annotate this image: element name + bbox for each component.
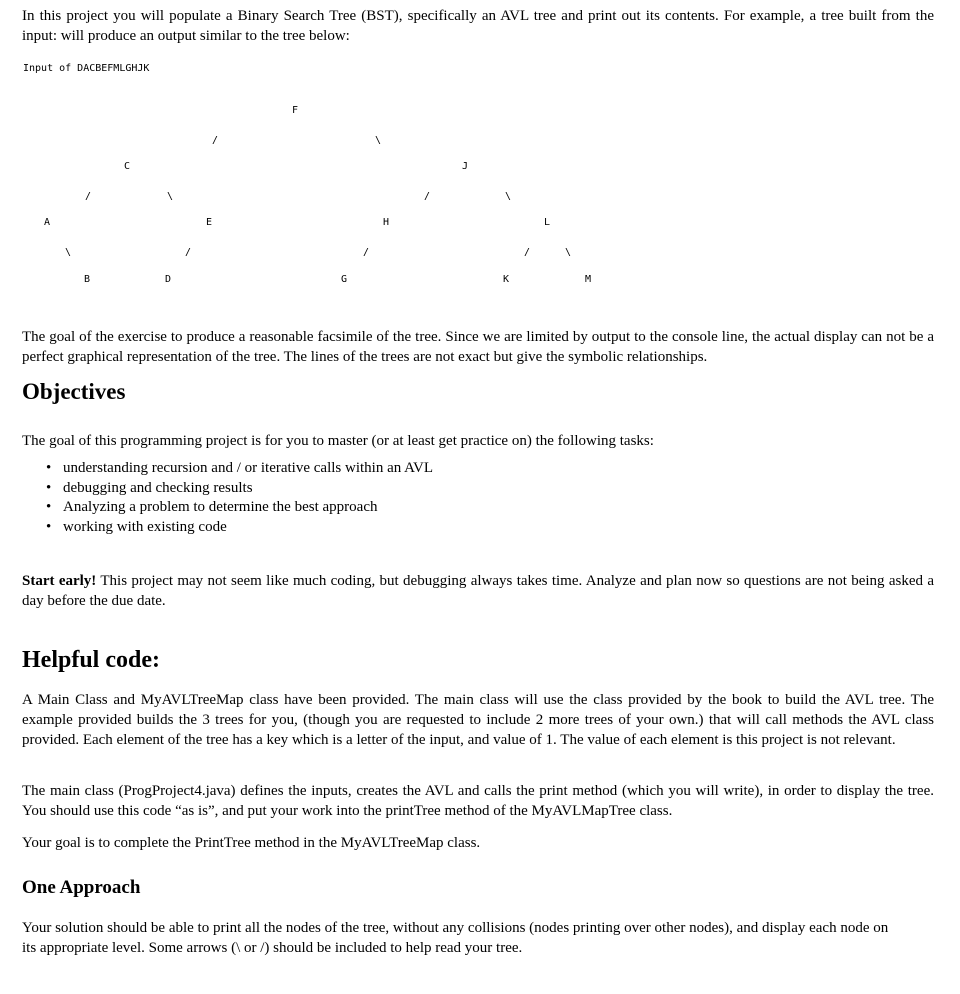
- tree-edge: /: [524, 247, 531, 258]
- input-label: Input of DACBEFMLGHJK: [23, 63, 150, 74]
- tree-edge: /: [424, 191, 431, 202]
- tree-node: C: [124, 161, 131, 172]
- tree-edge: \: [505, 191, 512, 202]
- tree-node: M: [585, 274, 592, 285]
- tree-node: H: [383, 217, 390, 228]
- helpful-paragraph-3: Your goal is to complete the PrintTree method in the MyAVLTreeMap class.: [22, 835, 481, 851]
- list-item: • working with existing code: [63, 518, 955, 538]
- objectives-lead: The goal of this programming project is for you to master (or at least get practice on) the following tasks:: [22, 433, 654, 449]
- tree-node: E: [206, 217, 213, 228]
- one-approach-heading: One Approach: [22, 877, 141, 898]
- helpful-paragraph-1: A Main Class and MyAVLTreeMap class have been provided. The main class will use the class provided by the book to build the AVL tree. The example provided builds the 3 trees for you, (though you are requested to include 2 more trees of your own.) that will call methods the AVL class provided. Each element of the tree has a key which is a letter of the input, and value of 1. The value of each element is this project is not relevant.: [22, 692, 934, 748]
- tree-node: D: [165, 274, 172, 285]
- list-item: • debugging and checking results: [63, 479, 955, 499]
- tree-node: G: [341, 274, 348, 285]
- start-early-paragraph: [22, 571, 934, 611]
- objectives-heading: Objectives: [22, 379, 126, 404]
- intro-paragraph: In this project you will populate a Binary Search Tree (BST), specifically an AVL tree and print out its contents. For example, a tree built from the input: will produce an output similar to the tree below:: [22, 8, 934, 44]
- tree-edge: \: [65, 247, 72, 258]
- tree-node: B: [84, 274, 91, 285]
- list-item: • Analyzing a problem to determine the best approach: [63, 498, 955, 518]
- tree-node: A: [44, 217, 51, 228]
- helpful-paragraph-2: The main class (ProgProject4.java) defines the inputs, creates the AVL and calls the print method (which you will write), in order to display the tree. You should use this code “as is”, and put your work into the printTree method of the MyAVLMapTree class.: [22, 783, 934, 819]
- goal-paragraph: The goal of the exercise to produce a reasonable facsimile of the tree. Since we are limited by output to the console line, the actual display can not be a perfect graphical representation of the tree. The lines of the trees are not exact but give the symbolic relationships.: [22, 329, 934, 365]
- tree-node: L: [544, 217, 551, 228]
- tree-edge: \: [375, 135, 382, 146]
- tree-edge: /: [212, 135, 219, 146]
- tree-edge: /: [185, 247, 192, 258]
- tree-node: J: [462, 161, 469, 172]
- list-item: • understanding recursion and / or iterative calls within an AVL: [63, 459, 955, 479]
- tree-edge: /: [85, 191, 92, 202]
- start-early-bold: Start early!: [22, 573, 97, 589]
- tree-node: F: [292, 105, 299, 116]
- tree-edge: /: [363, 247, 370, 258]
- approach-paragraph: Your solution should be able to print all the nodes of the tree, without any collisions (nodes printing over other nodes), and display each node on its appropriate level. Some arrows (\ or /) should be included to help read your tree.: [22, 920, 889, 956]
- objectives-list: [43, 459, 955, 537]
- tree-edge: \: [565, 247, 572, 258]
- tree-node: K: [503, 274, 510, 285]
- helpful-code-heading: Helpful code:: [22, 647, 160, 673]
- tree-edge: \: [167, 191, 174, 202]
- start-early-text: This project may not seem like much coding, but debugging always takes time. Analyze and plan now so questions are not being asked a day before the due date.: [22, 573, 934, 609]
